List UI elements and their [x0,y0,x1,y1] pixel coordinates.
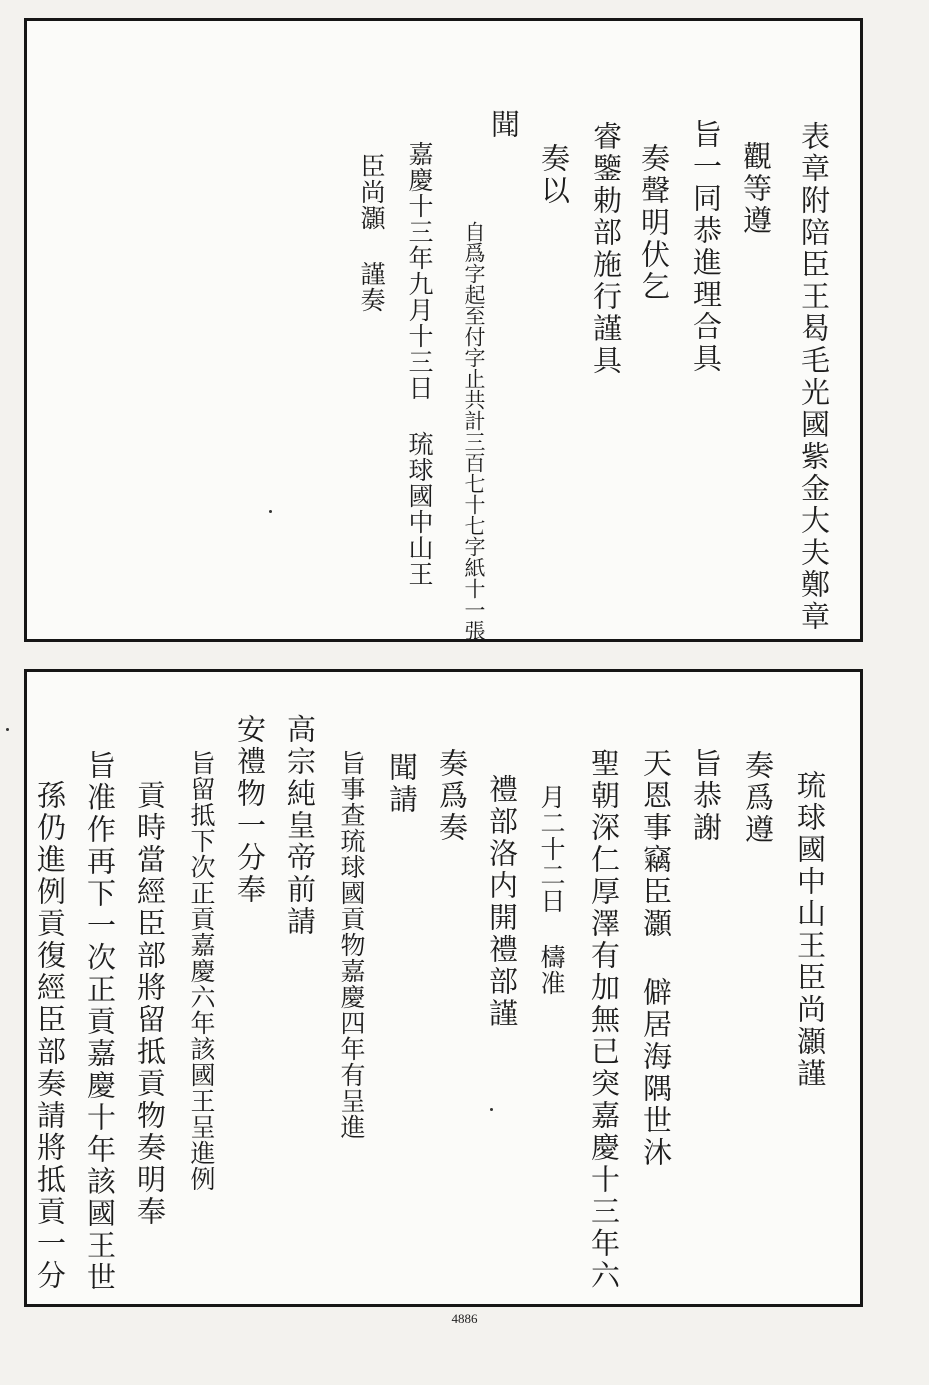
bottom-column-2: 奏爲遵 [741,750,775,846]
top-document-panel [24,18,863,642]
top-column-10: 臣尚灝 謹奏 [357,153,386,313]
bottom-column-6: 月二十二日 檮准 [537,784,566,996]
top-column-3: 旨一同恭進理合具 [689,119,723,375]
bottom-column-4: 天恩事竊臣灝 僻居海隅世沐 [639,748,673,1169]
bottom-column-12: 安禮物一分奉 [233,714,267,906]
bottom-column-9: 聞請 [385,752,419,816]
top-column-7: 聞 [487,109,521,141]
bottom-column-5: 聖朝深仁厚澤有加無已突嘉慶十三年六 [587,748,621,1292]
bottom-column-8: 奏爲奏 [435,748,469,844]
scan-speck [269,510,272,513]
bottom-column-11: 高宗純皇帝前請 [283,714,317,938]
bottom-column-3: 旨恭謝 [689,748,723,844]
bottom-column-1: 琉球國中山王臣尚灝謹 [793,770,827,1090]
top-column-8: 自爲字起至付字止共計三百七十七字紙十一張 [462,221,486,641]
top-column-4: 奏聲明伏乞 [637,143,671,303]
top-column-6: 奏以 [537,143,571,207]
scan-speck [490,1108,493,1111]
page-number: 4886 [451,1311,478,1326]
bottom-column-16: 孫仍進例貢復經臣部奏請將抵貢一分 [33,780,67,1292]
bottom-document-panel [24,669,863,1307]
bottom-column-14: 貢時當經臣部將留抵貢物奏明奉 [133,780,167,1228]
bottom-column-15: 旨准作再下一次正貢嘉慶十年該國王世 [83,750,117,1294]
top-column-2: 觀等遵 [739,141,773,237]
scan-speck [6,728,9,731]
top-column-5: 睿鑒勅部施行謹具 [589,121,623,377]
bottom-column-7: 禮部洛内開禮部謹 [485,774,519,1030]
bottom-column-13: 旨留抵下次正貢嘉慶六年該國王呈進例 [187,750,216,1192]
top-column-9: 嘉慶十三年九月十三日 琉球國中山王 [405,141,434,587]
bottom-column-10: 旨事查琉球國貢物嘉慶四年有呈進 [337,750,366,1140]
top-column-1: 表章附陪臣王曷毛光國紫金大夫鄭章 [797,121,831,633]
